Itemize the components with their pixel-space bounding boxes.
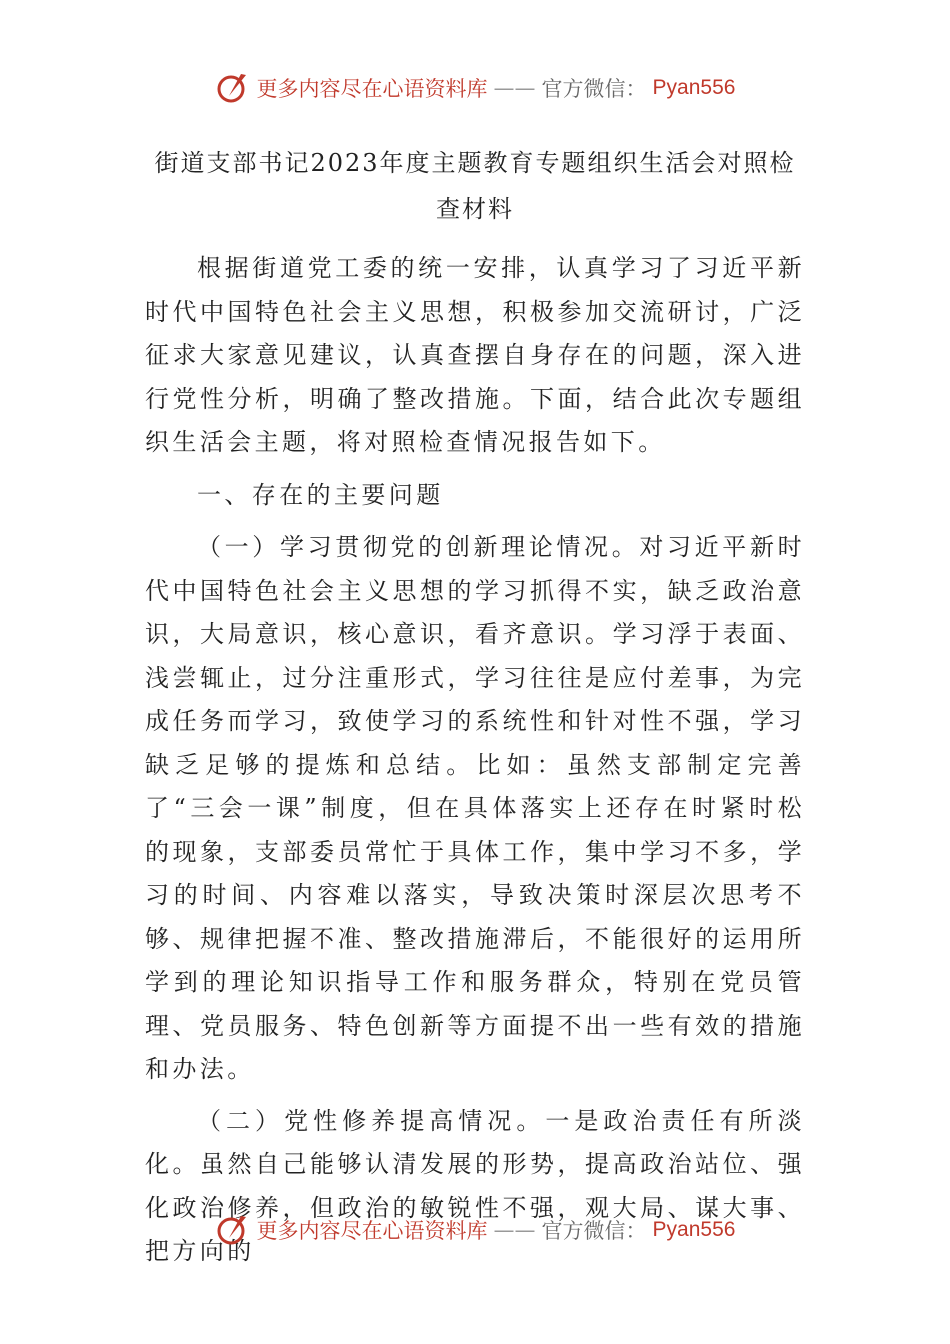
header-watermark [0,70,950,106]
watermark-label: 官方微信： [541,77,647,101]
intro-paragraph: 根据街道党工委的统一安排，认真学习了习近平新时代中国特色社会主义思想，积极参加交流研讨，广泛征求大家意见建议，认真查摆自身存在的问题，深入进行党性分析，明确了整改措施。下面，结合此次专题组织生活会主题，将对照检查情况报告如下。 [145,254,805,456]
footer-watermark [0,1212,950,1248]
document-body [145,140,805,1274]
quill-logo-icon [215,70,251,106]
section-1-paragraph: （一）学习贯彻党的创新理论情况。对习近平新时代中国特色社会主义思想的学习抓得不实，缺乏政治意识，大局意识，核心意识，看齐意识。学习浮于表面、浅尝辄止，过分注重形式，学习往往是应付差事，为完成任务而学习，致使学习的系统性和针对性不强，学习缺乏足够的提炼和总结。比如：虽然支部制定完善了“三会一课”制度，但在具体落实上还存在时紧时松的现象，支部委员常忙于具体工作，集中学习不多，学习的时间、内容难以落实，导致决策时深层次思考不够、规律把握不准、整改措施滞后，不能很好的运用所学到的理论知识指导工作和服务群众，特别在党员管理、党员服务、特色创新等方面提不出一些有效的措施和办法。 [145,533,805,1083]
quill-logo-icon [215,1212,251,1248]
watermark-text: 更多内容尽在心语资料库 [256,1219,488,1243]
document-title: 街道支部书记2023年度主题教育专题组织生活会对照检查材料 [154,149,796,223]
section-2-paragraph: （二）党性修养提高情况。一是政治责任有所淡化。虽然自己能够认清发展的形势，提高政治站位、强化政治修养，但政治的敏锐性不强，观大局、谋大事、把方向的 [145,1106,805,1265]
watermark-label: 官方微信： [541,1219,647,1243]
section-heading: 一、存在的主要问题 [197,480,444,509]
watermark-separator: —— [493,1218,536,1242]
watermark-separator: —— [493,76,536,100]
watermark-text: 更多内容尽在心语资料库 [256,77,488,101]
watermark-wechat-id: Pyan556 [652,1218,736,1241]
watermark-wechat-id: Pyan556 [652,76,736,99]
